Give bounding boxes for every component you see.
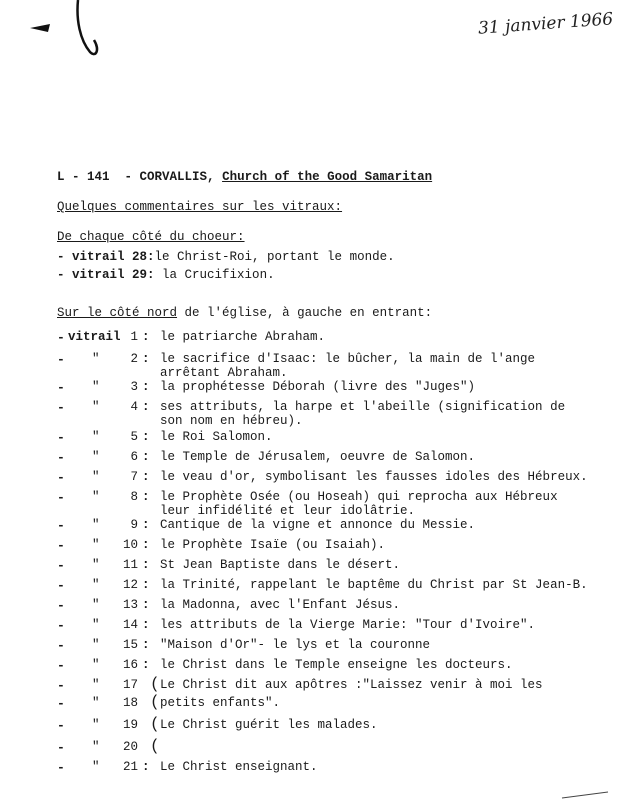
- item-text: le Roi Salomon.: [160, 430, 273, 444]
- choir-section-title: [57, 230, 245, 244]
- item-number: 8: [130, 490, 138, 504]
- item-number: 16: [122, 658, 138, 672]
- ditto-mark: ": [92, 490, 100, 504]
- ditto-mark: ": [92, 760, 100, 774]
- ditto-mark: ": [92, 430, 100, 444]
- item-text: les attributs de la Vierge Marie: "Tour d'Ivoire".: [160, 618, 536, 632]
- ditto-mark: ": [92, 718, 100, 732]
- item-text: la Trinité, rappelant le baptême du Christ par St Jean-B.: [160, 578, 588, 592]
- item-number: 19: [122, 718, 138, 732]
- choir-item: - vitrail 29: la Crucifixion.: [57, 268, 275, 282]
- item-text: la Madonna, avec l'Enfant Jésus.: [160, 598, 401, 612]
- church-name: Church of the Good Samaritan: [222, 170, 433, 184]
- item-text: le Prophète Osée (ou Hoseah) qui reprocha aux Hébreux: [160, 490, 558, 504]
- item-text: la prophétesse Déborah (livre des "Juges"): [160, 380, 476, 394]
- item-number: 4: [130, 400, 138, 414]
- item-number: 1: [130, 330, 138, 344]
- north-title-rest: de l'église, à gauche en entrant:: [184, 306, 433, 320]
- intro-heading: [57, 200, 342, 214]
- item-number: 6: [130, 450, 138, 464]
- choir-item-text: le Christ-Roi, portant le monde.: [154, 250, 395, 264]
- north-title-underlined: Sur le côté nord: [57, 306, 178, 320]
- item-number: 20: [122, 740, 138, 754]
- item-number: 11: [122, 558, 138, 572]
- item-number: 2: [130, 352, 138, 366]
- item-text: petits enfants".: [160, 696, 281, 710]
- corner-pen-mark: [28, 0, 108, 70]
- item-text-continued: leur infidélité et leur idolâtrie.: [160, 504, 416, 518]
- ditto-mark: ": [92, 400, 100, 414]
- choir-item-text: la Crucifixion.: [162, 268, 275, 282]
- choir-item-label: vitrail 28:: [72, 250, 155, 264]
- item-text: ses attributs, la harpe et l'abeille (signification de: [160, 400, 566, 414]
- item-number: 9: [130, 518, 138, 532]
- ditto-mark: ": [92, 618, 100, 632]
- ditto-mark: ": [92, 740, 100, 754]
- item-number: 7: [130, 470, 138, 484]
- ditto-mark: ": [92, 352, 100, 366]
- item-text: Le Christ guérit les malades.: [160, 718, 378, 732]
- item-text: le Prophète Isaïe (ou Isaiah).: [160, 538, 386, 552]
- intro-text: Quelques commentaires sur les vitraux:: [57, 200, 343, 214]
- ditto-mark: ": [92, 538, 100, 552]
- ditto-mark: ": [92, 558, 100, 572]
- item-number: 3: [130, 380, 138, 394]
- item-text: le patriarche Abraham.: [160, 330, 326, 344]
- handwritten-date: 31 janvier 1966: [477, 9, 614, 39]
- item-text: Cantique de la vigne et annonce du Messie.: [160, 518, 476, 532]
- choir-title-text: De chaque côté du choeur:: [57, 230, 245, 244]
- item-text: St Jean Baptiste dans le désert.: [160, 558, 401, 572]
- choir-item-label: vitrail 29:: [72, 268, 155, 282]
- ditto-mark: ": [92, 696, 100, 710]
- item-number: 18: [122, 696, 138, 710]
- ditto-mark: ": [92, 678, 100, 692]
- ditto-mark: ": [92, 658, 100, 672]
- document-page: 31 janvier 1966 L - 141 - CORVALLIS, Church of the Good Samaritan Quelques commentaires sur les vitraux: De chaque côté du choeur: - vitrail 28:le Christ-Roi, portant le monde. - vitrail 29: la Crucifixion. Sur le côté nord de l'église, à gauche en entrant: - vitrail 1 : le patriarche Abraham. - " 2 : le sacrifice d'Isaac: le bûcher, la main de l'ange arrêtant Abraham. - " 3 : la prophétesse Déborah (livre des "Juges") - " 4 : ses attributs, la harpe et l'abeille (signification de son nom en hébreu). - " 5 : le Roi Salomon. - " 6 : le Temple de Jérusalem, oeuvre de Salomon. - " 7 : le veau d'or, symbolisant les fausses idoles des Hébreux. - " 8 : le Prophète Osée (ou Hoseah) qui reprocha aux Hébreux leur infidélité et leur idolâtrie. - " 9 : Cantique de la vigne et annonce du Messie. - " 10 : le Prophète Isaïe (ou Isaiah). - " 11 : St Jean Baptiste dans le désert. - " 12 : la Trinité, rappelant le baptême du Christ par St Jean-B. - " 13 : la Madonna, avec l'Enfant Jésus. - " 14 : les attributs de la Vierge Marie: "Tour d'Ivoire". - " 15 : "Maison d'Or"- le lys et la couronne - " 16 : le Christ dans le Temple enseigne les docteurs. - " 17 ( Le Christ dit aux apôtres :"Laissez venir à moi les - " 18 ( petits enfants". - " 19 ( Le Christ guérit les malades. - " 20 ( - " 21 : Le Christ enseignant.: [0, 0, 620, 800]
- item-number: 5: [130, 430, 138, 444]
- ditto-mark: ": [92, 518, 100, 532]
- item-text: "Maison d'Or"- le lys et la couronne: [160, 638, 431, 652]
- ditto-mark: ": [92, 578, 100, 592]
- item-text-continued: son nom en hébreu).: [160, 414, 303, 428]
- ditto-mark: ": [92, 470, 100, 484]
- item-text-continued: arrêtant Abraham.: [160, 366, 288, 380]
- reference-line: L - 141 - CORVALLIS, Church of the Good Samaritan: [57, 170, 433, 184]
- ditto-mark: ": [92, 598, 100, 612]
- item-text: le Temple de Jérusalem, oeuvre de Salomon.: [160, 450, 476, 464]
- item-number: 10: [122, 538, 138, 552]
- item-number: 13: [122, 598, 138, 612]
- north-section-title: [57, 306, 432, 320]
- item-number: 21: [122, 760, 138, 774]
- item-number: 14: [122, 618, 138, 632]
- reference-place: CORVALLIS,: [139, 170, 215, 184]
- reference-code: L - 141: [57, 170, 110, 184]
- ditto-mark: ": [92, 380, 100, 394]
- choir-item: - vitrail 28:le Christ-Roi, portant le monde.: [57, 250, 395, 264]
- item-text: le veau d'or, symbolisant les fausses idoles des Hébreux.: [160, 470, 588, 484]
- page-edge-mark: [560, 790, 610, 800]
- item-number: 12: [122, 578, 138, 592]
- item-number: 15: [122, 638, 138, 652]
- item-text: le Christ dans le Temple enseigne les docteurs.: [160, 658, 513, 672]
- item-text: Le Christ dit aux apôtres :"Laissez venir à moi les: [160, 678, 543, 692]
- ditto-mark: ": [92, 638, 100, 652]
- item-text: le sacrifice d'Isaac: le bûcher, la main de l'ange: [160, 352, 536, 366]
- item-number: 17: [122, 678, 138, 692]
- item-text: Le Christ enseignant.: [160, 760, 318, 774]
- vitrail-label: vitrail: [68, 330, 121, 344]
- ditto-mark: ": [92, 450, 100, 464]
